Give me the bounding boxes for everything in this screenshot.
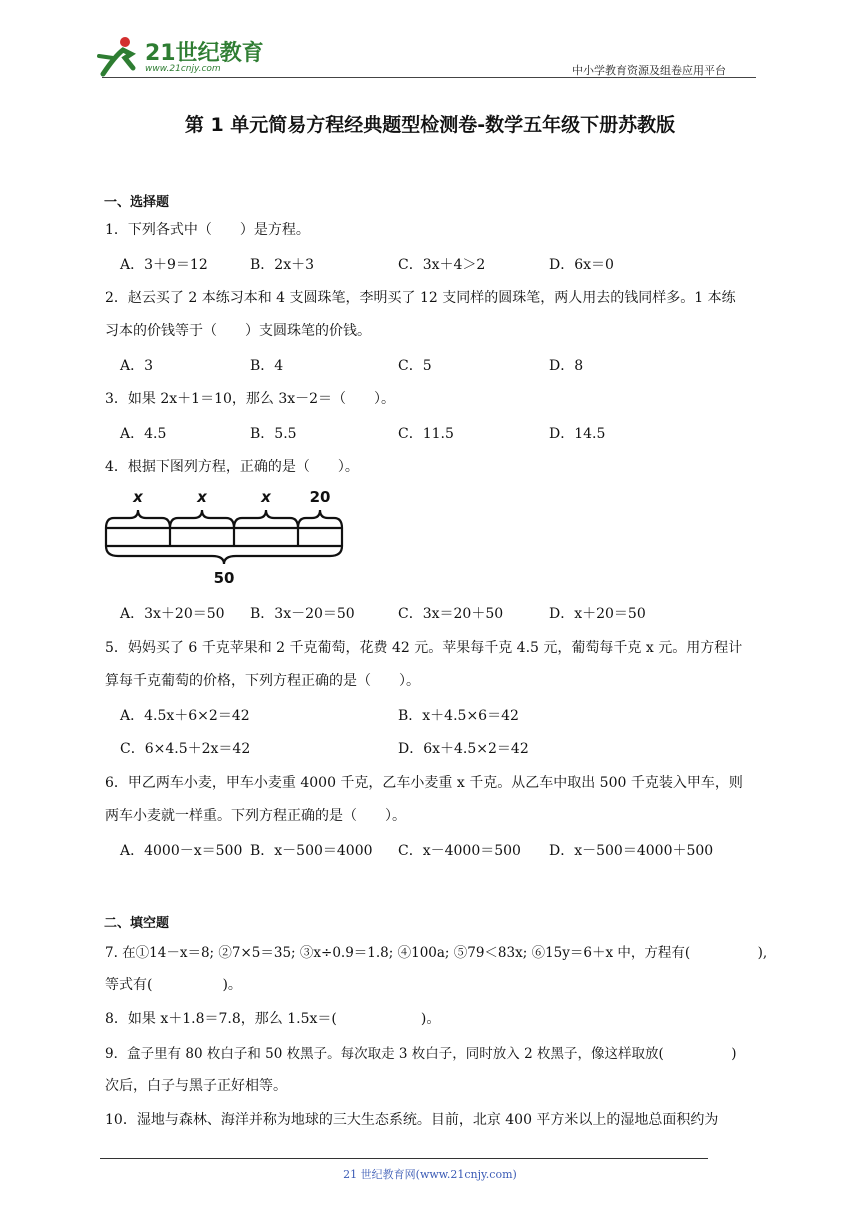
q4-option-a: A．3x＋20＝50 xyxy=(120,606,225,622)
label-x-1: x xyxy=(133,488,143,506)
q6-option-d: D．x－500＝4000＋500 xyxy=(549,843,714,859)
question-8: 8．如果 x＋1.8＝7.8，那么 1.5x＝( )。 xyxy=(105,1011,441,1027)
q1-option-d: D．6x＝0 xyxy=(549,257,614,273)
question-6-line1: 6．甲乙两车小麦，甲车小麦重 4000 千克，乙车小麦重 x 千克。从乙车中取出 500 千克装入甲车，则 xyxy=(105,775,743,791)
footer-link[interactable]: 21 世纪教育网(www.21cnjy.com) xyxy=(343,1168,517,1181)
question-3-stem: 3．如果 2x＋1＝10，那么 3x－2＝（ ）。 xyxy=(105,391,396,407)
section-heading-choice: 一、选择题 xyxy=(104,195,170,210)
q6-option-b: B．x－500＝4000 xyxy=(250,843,373,859)
top-brace-2 xyxy=(170,510,234,528)
q6-option-c: C．x－4000＝500 xyxy=(398,843,521,859)
segment-bar xyxy=(106,528,342,546)
top-brace-3 xyxy=(234,510,298,528)
question-5-line2: 算每千克葡萄的价格，下列方程正确的是（ ）。 xyxy=(105,673,420,689)
q4-option-c: C．3x＝20＋50 xyxy=(398,606,504,622)
site-logo xyxy=(95,34,265,78)
logo-url: www.21cnjy.com xyxy=(145,64,221,74)
q5-option-c: C．6×4.5＋2x＝42 xyxy=(120,741,251,757)
question-9-line1: 9．盒子里有 80 枚白子和 50 枚黑子。每次取走 3 枚白子，同时放入 2 枚黑子，像这样取放( ) xyxy=(105,1046,737,1062)
question-2-line2: 习本的价钱等于（ ）支圆珠笔的价钱。 xyxy=(105,323,371,339)
q2-option-c: C．5 xyxy=(398,358,432,374)
runner-logo-icon xyxy=(95,34,143,78)
top-brace-4 xyxy=(298,510,342,528)
q3-option-c: C．11.5 xyxy=(398,426,454,442)
q6-option-a: A．4000－x＝500 xyxy=(120,843,243,859)
q2-option-d: D．8 xyxy=(549,358,584,374)
question-7-line2: 等式有( )。 xyxy=(105,977,242,993)
question-4-stem: 4．根据下图列方程，正确的是（ ）。 xyxy=(105,459,359,475)
question-10-line1: 10．湿地与森林、海洋并称为地球的三大生态系统。目前，北京 400 平方米以上的湿地总面积约为 xyxy=(105,1112,719,1128)
q4-option-d: D．x＋20＝50 xyxy=(549,606,646,622)
question-6-line2: 两车小麦就一样重。下列方程正确的是（ ）。 xyxy=(105,808,406,824)
label-50: 50 xyxy=(213,569,235,587)
footer-divider xyxy=(100,1158,708,1159)
page-title: 第 1 单元简易方程经典题型检测卷-数学五年级下册苏教版 xyxy=(184,114,676,136)
question-1-stem: 1．下列各式中（ ）是方程。 xyxy=(105,222,310,238)
q2-option-b: B．4 xyxy=(250,358,284,374)
section-heading-fill: 二、填空题 xyxy=(104,916,170,931)
label-20: 20 xyxy=(309,488,331,506)
q4-option-b: B．3x－20＝50 xyxy=(250,606,355,622)
logo-text: 21世纪教育 xyxy=(145,41,264,66)
q1-option-c: C．3x＋4＞2 xyxy=(398,257,486,273)
bottom-brace xyxy=(106,546,342,564)
question-9-line2: 次后，白子与黑子正好相等。 xyxy=(105,1078,287,1094)
q5-option-b: B．x＋4.5×6＝42 xyxy=(398,708,519,724)
label-x-2: x xyxy=(197,488,207,506)
q5-option-a: A．4.5x＋6×2＝42 xyxy=(120,708,250,724)
q3-option-b: B．5.5 xyxy=(250,426,297,442)
label-x-3: x xyxy=(261,488,271,506)
question-5-line1: 5．妈妈买了 6 千克苹果和 2 千克葡萄，花费 42 元。苹果每千克 4.5 元，葡萄每千克 x 元。用方程计 xyxy=(105,640,743,656)
q1-option-b: B．2x＋3 xyxy=(250,257,314,273)
q2-option-a: A．3 xyxy=(120,358,154,374)
top-brace-1 xyxy=(106,510,170,528)
header-divider xyxy=(102,77,756,78)
q3-option-d: D．14.5 xyxy=(549,426,606,442)
bracket-diagram xyxy=(100,484,352,590)
q1-option-a: A．3＋9＝12 xyxy=(120,257,208,273)
question-2-line1: 2．赵云买了 2 本练习本和 4 支圆珠笔，李明买了 12 支同样的圆珠笔，两人用去的钱同样多。1 本练 xyxy=(105,290,736,306)
q3-option-a: A．4.5 xyxy=(120,426,167,442)
platform-label: 中小学教育资源及组卷应用平台 xyxy=(572,64,726,77)
question-7-line1: 7. 在①14－x＝8; ②7×5＝35; ③x÷0.9＝1.8; ④100a; ⑤79＜83x; ⑥15y＝6＋x 中，方程有( ), xyxy=(105,945,768,961)
q5-option-d: D．6x＋4.5×2＝42 xyxy=(398,741,529,757)
